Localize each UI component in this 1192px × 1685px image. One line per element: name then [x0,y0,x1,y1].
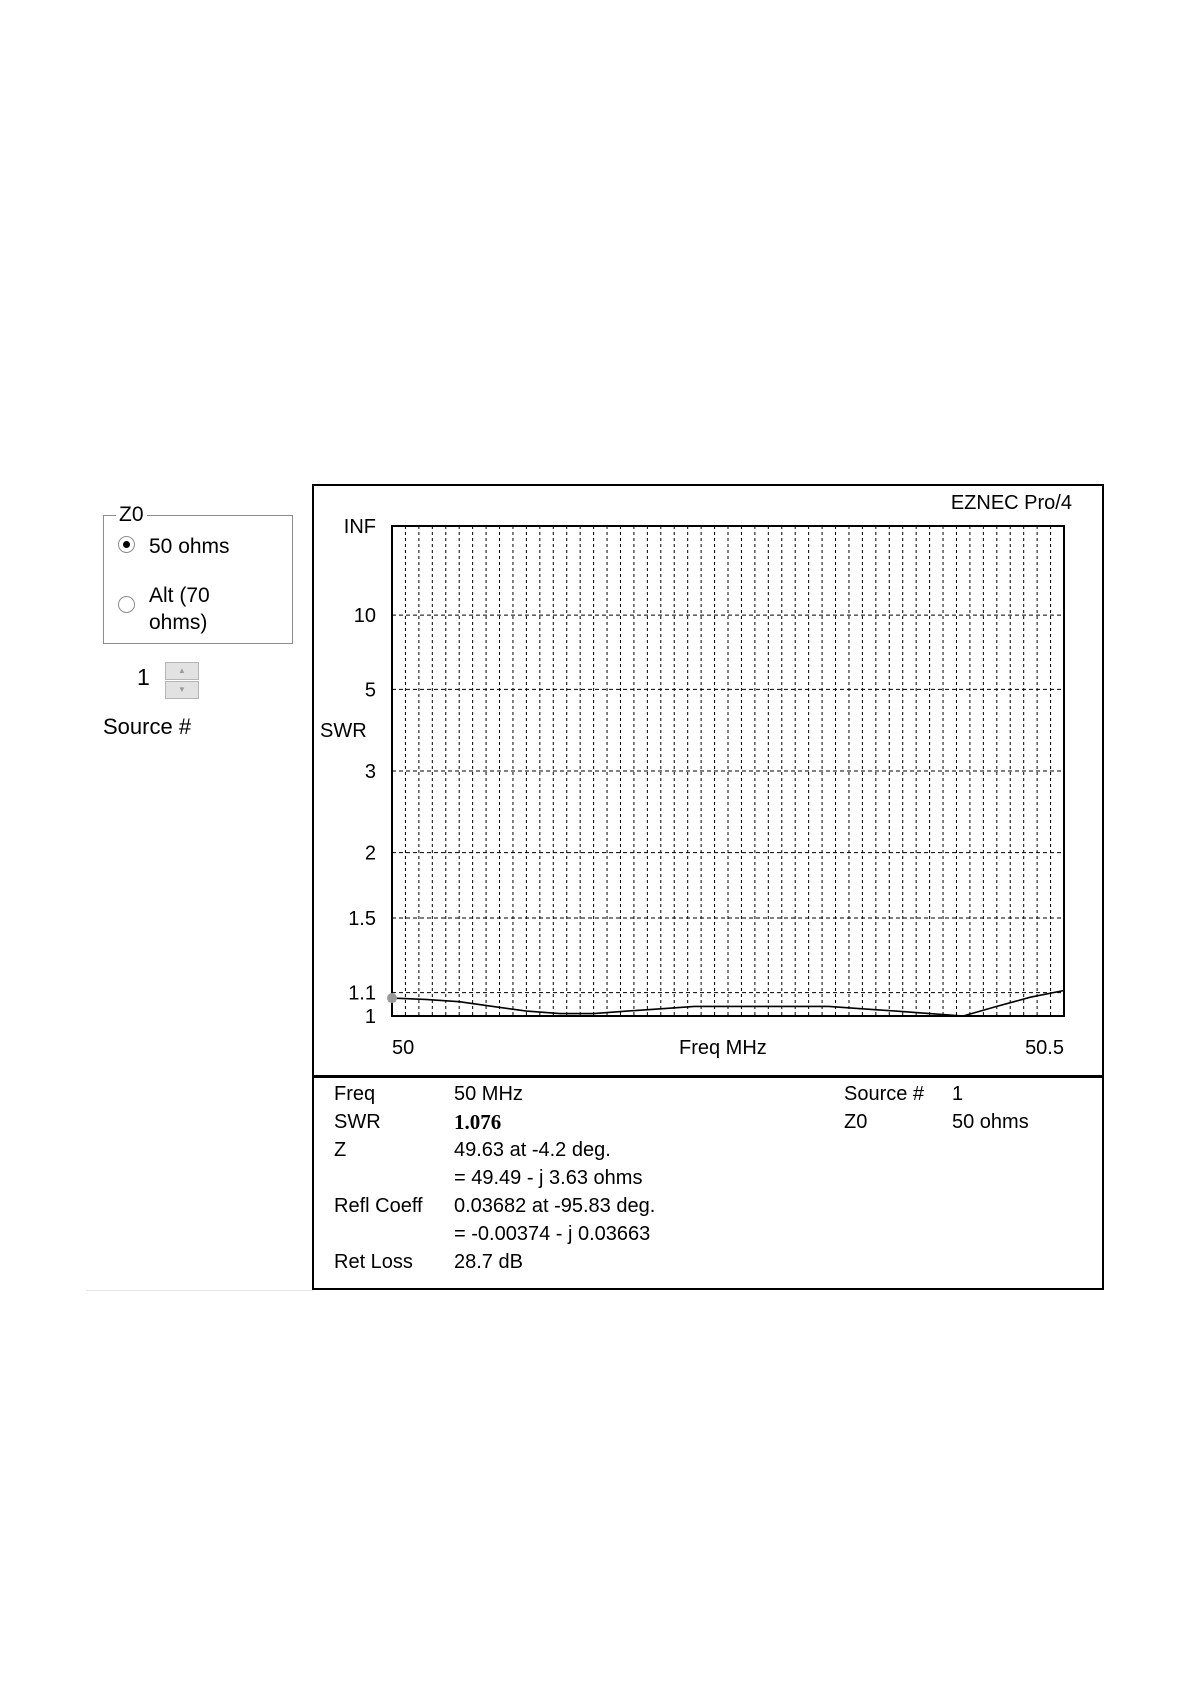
control-panel [86,484,313,1291]
y-tick-label: 2 [364,842,376,865]
spin-down-icon[interactable]: ▼ [165,681,199,699]
z0-group-title: Z0 [116,504,147,526]
radio-alt-ohms-label: Alt (70 ohms) [149,584,210,634]
radio-50-ohms-label: 50 ohms [149,535,230,558]
z0-group [103,503,293,644]
z-rect-value: = 49.49 - j 3.63 ohms [454,1167,643,1189]
radio-50-ohms[interactable] [118,533,249,560]
y-tick-label: 5 [364,679,376,702]
y-tick-label: INF [343,516,376,538]
y-tick-label: 10 [353,605,376,628]
y-axis-label: SWR [320,720,367,742]
radio-button-selected-icon[interactable] [118,536,135,553]
z-label: Z [334,1139,347,1161]
source-readout-label: Source # [844,1083,925,1105]
y-tick-label: 1.5 [348,908,376,930]
refl-polar-value: 0.03682 at -95.83 deg. [454,1195,656,1217]
z0-readout-value: 50 ohms [952,1111,1029,1133]
y-tick-label: 1 [364,1006,376,1028]
radio-button-icon[interactable] [118,596,135,613]
program-brand: EZNEC Pro/4 [950,492,1072,514]
refl-rect-value: = -0.00374 - j 0.03663 [454,1223,651,1245]
spin-up-icon[interactable]: ▲ [165,662,199,680]
ret-loss-value: 28.7 dB [454,1251,523,1273]
swr-chart [314,486,1102,1076]
x-tick-label: 50 [392,1037,415,1059]
swr-label: SWR [334,1111,381,1133]
source-number-spinner[interactable] [165,662,199,699]
swr-plot-window [312,484,1104,1290]
y-tick-label: 3 [364,761,376,783]
z0-readout-label: Z0 [844,1111,868,1133]
refl-coeff-label: Refl Coeff [334,1195,423,1217]
swr-value: 1.076 [454,1110,502,1134]
ret-loss-label: Ret Loss [334,1251,413,1273]
source-readout-value: 1 [952,1083,964,1105]
freq-label: Freq [334,1083,376,1105]
y-tick-label: 1.1 [348,982,376,1005]
z-polar-value: 49.63 at -4.2 deg. [454,1139,611,1161]
source-number-value: 1 [137,664,150,690]
frequency-marker[interactable] [387,993,397,1003]
x-axis-label: Freq MHz [679,1037,767,1059]
radio-alt-ohms[interactable] [118,582,249,636]
x-tick-label: 50.5 [1025,1037,1064,1059]
readout-panel [314,1075,1102,1288]
source-number-label: Source # [103,714,192,739]
freq-value: 50 MHz [454,1083,523,1105]
